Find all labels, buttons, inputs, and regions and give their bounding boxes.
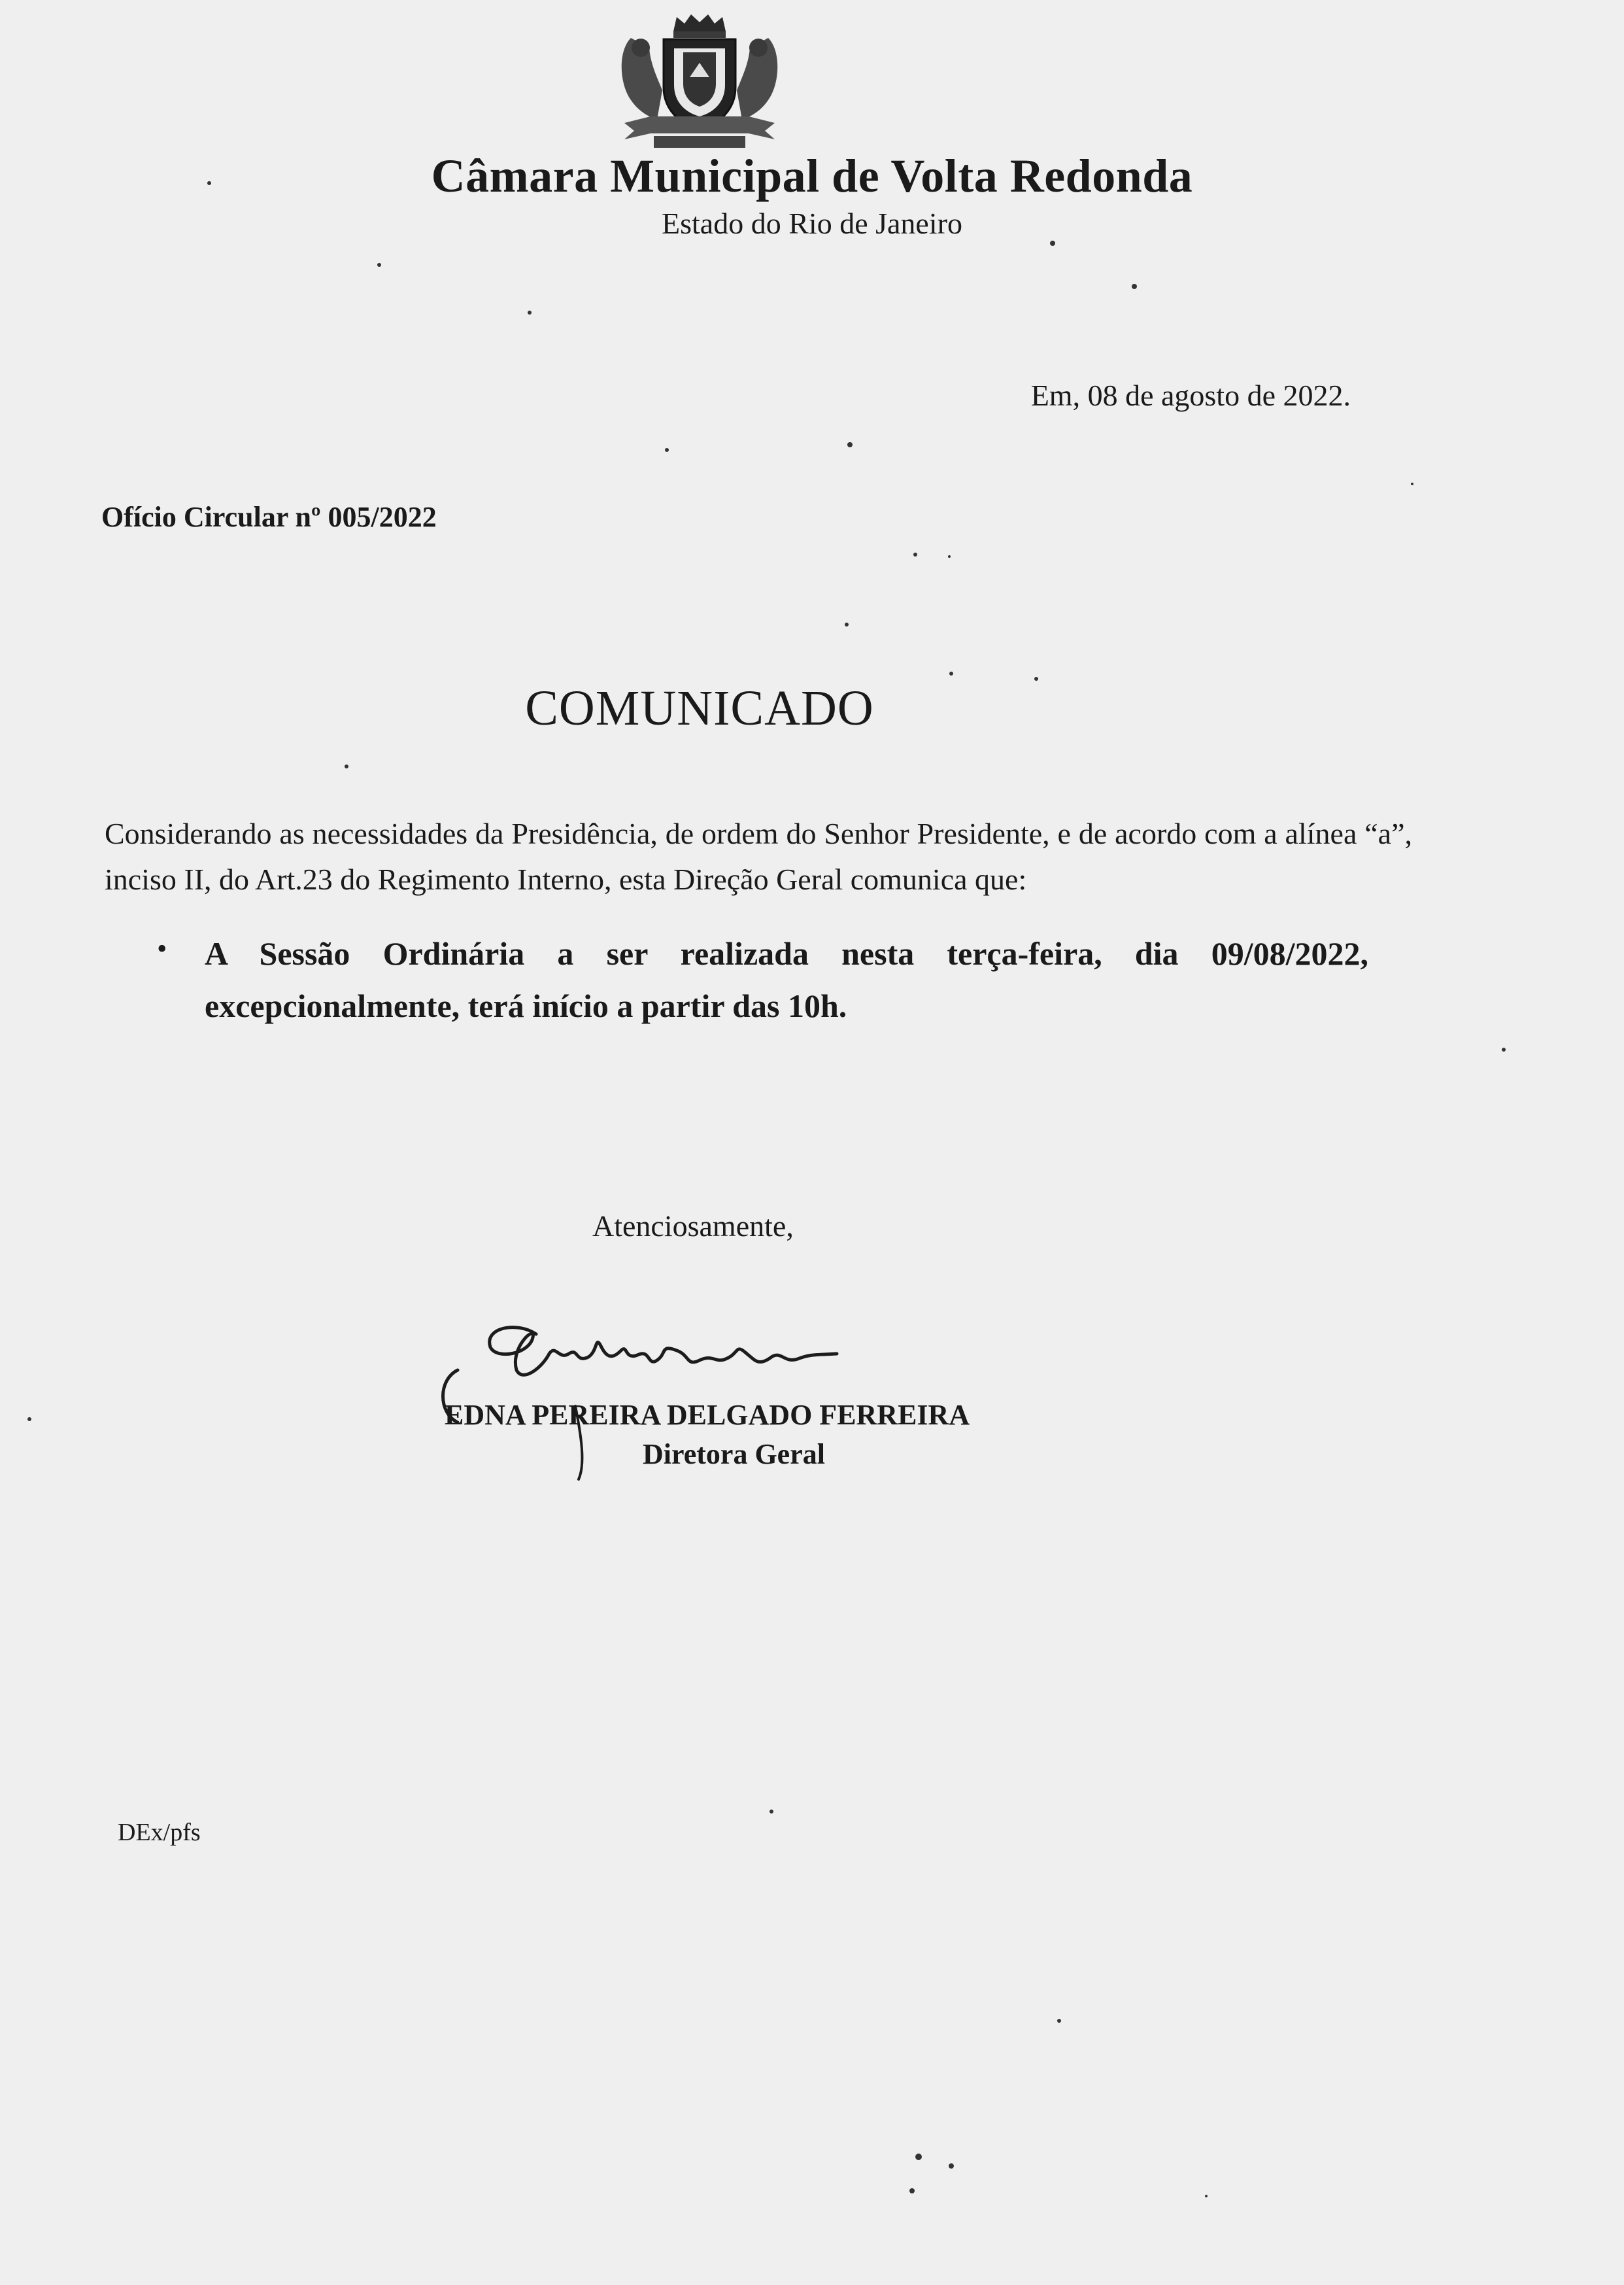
document-reference: Ofício Circular nº 005/2022 [101,501,437,533]
signatory-role: Diretora Geral [643,1438,825,1470]
footer-reference: DEx/pfs [118,1819,201,1846]
closing-salutation: Atenciosamente, [592,1209,794,1243]
body-paragraph: Considerando as necessidades da Presidência, de ordem do Senhor Presidente, e de acordo com a alínea “a”, inciso II, do Art.23 do Regimento Interno, esta Direção Geral comunica que: [105,817,1412,896]
signatory-name: EDNA PEREIRA DELGADO FERREIRA [445,1399,970,1431]
document-date: Em, 08 de agosto de 2022. [1030,379,1351,412]
bullet-marker: • [157,933,167,965]
coat-of-arms-emblem [611,12,788,152]
document-heading: COMUNICADO [525,681,874,736]
institution-state: Estado do Rio de Janeiro [662,207,962,240]
institution-name: Câmara Municipal de Volta Redonda [431,150,1193,202]
notice-text: A Sessão Ordinária a ser realizada nesta terça-feira, dia 09/08/2022, excepcionalmente, terá início a partir das 10h. [205,935,1368,1024]
